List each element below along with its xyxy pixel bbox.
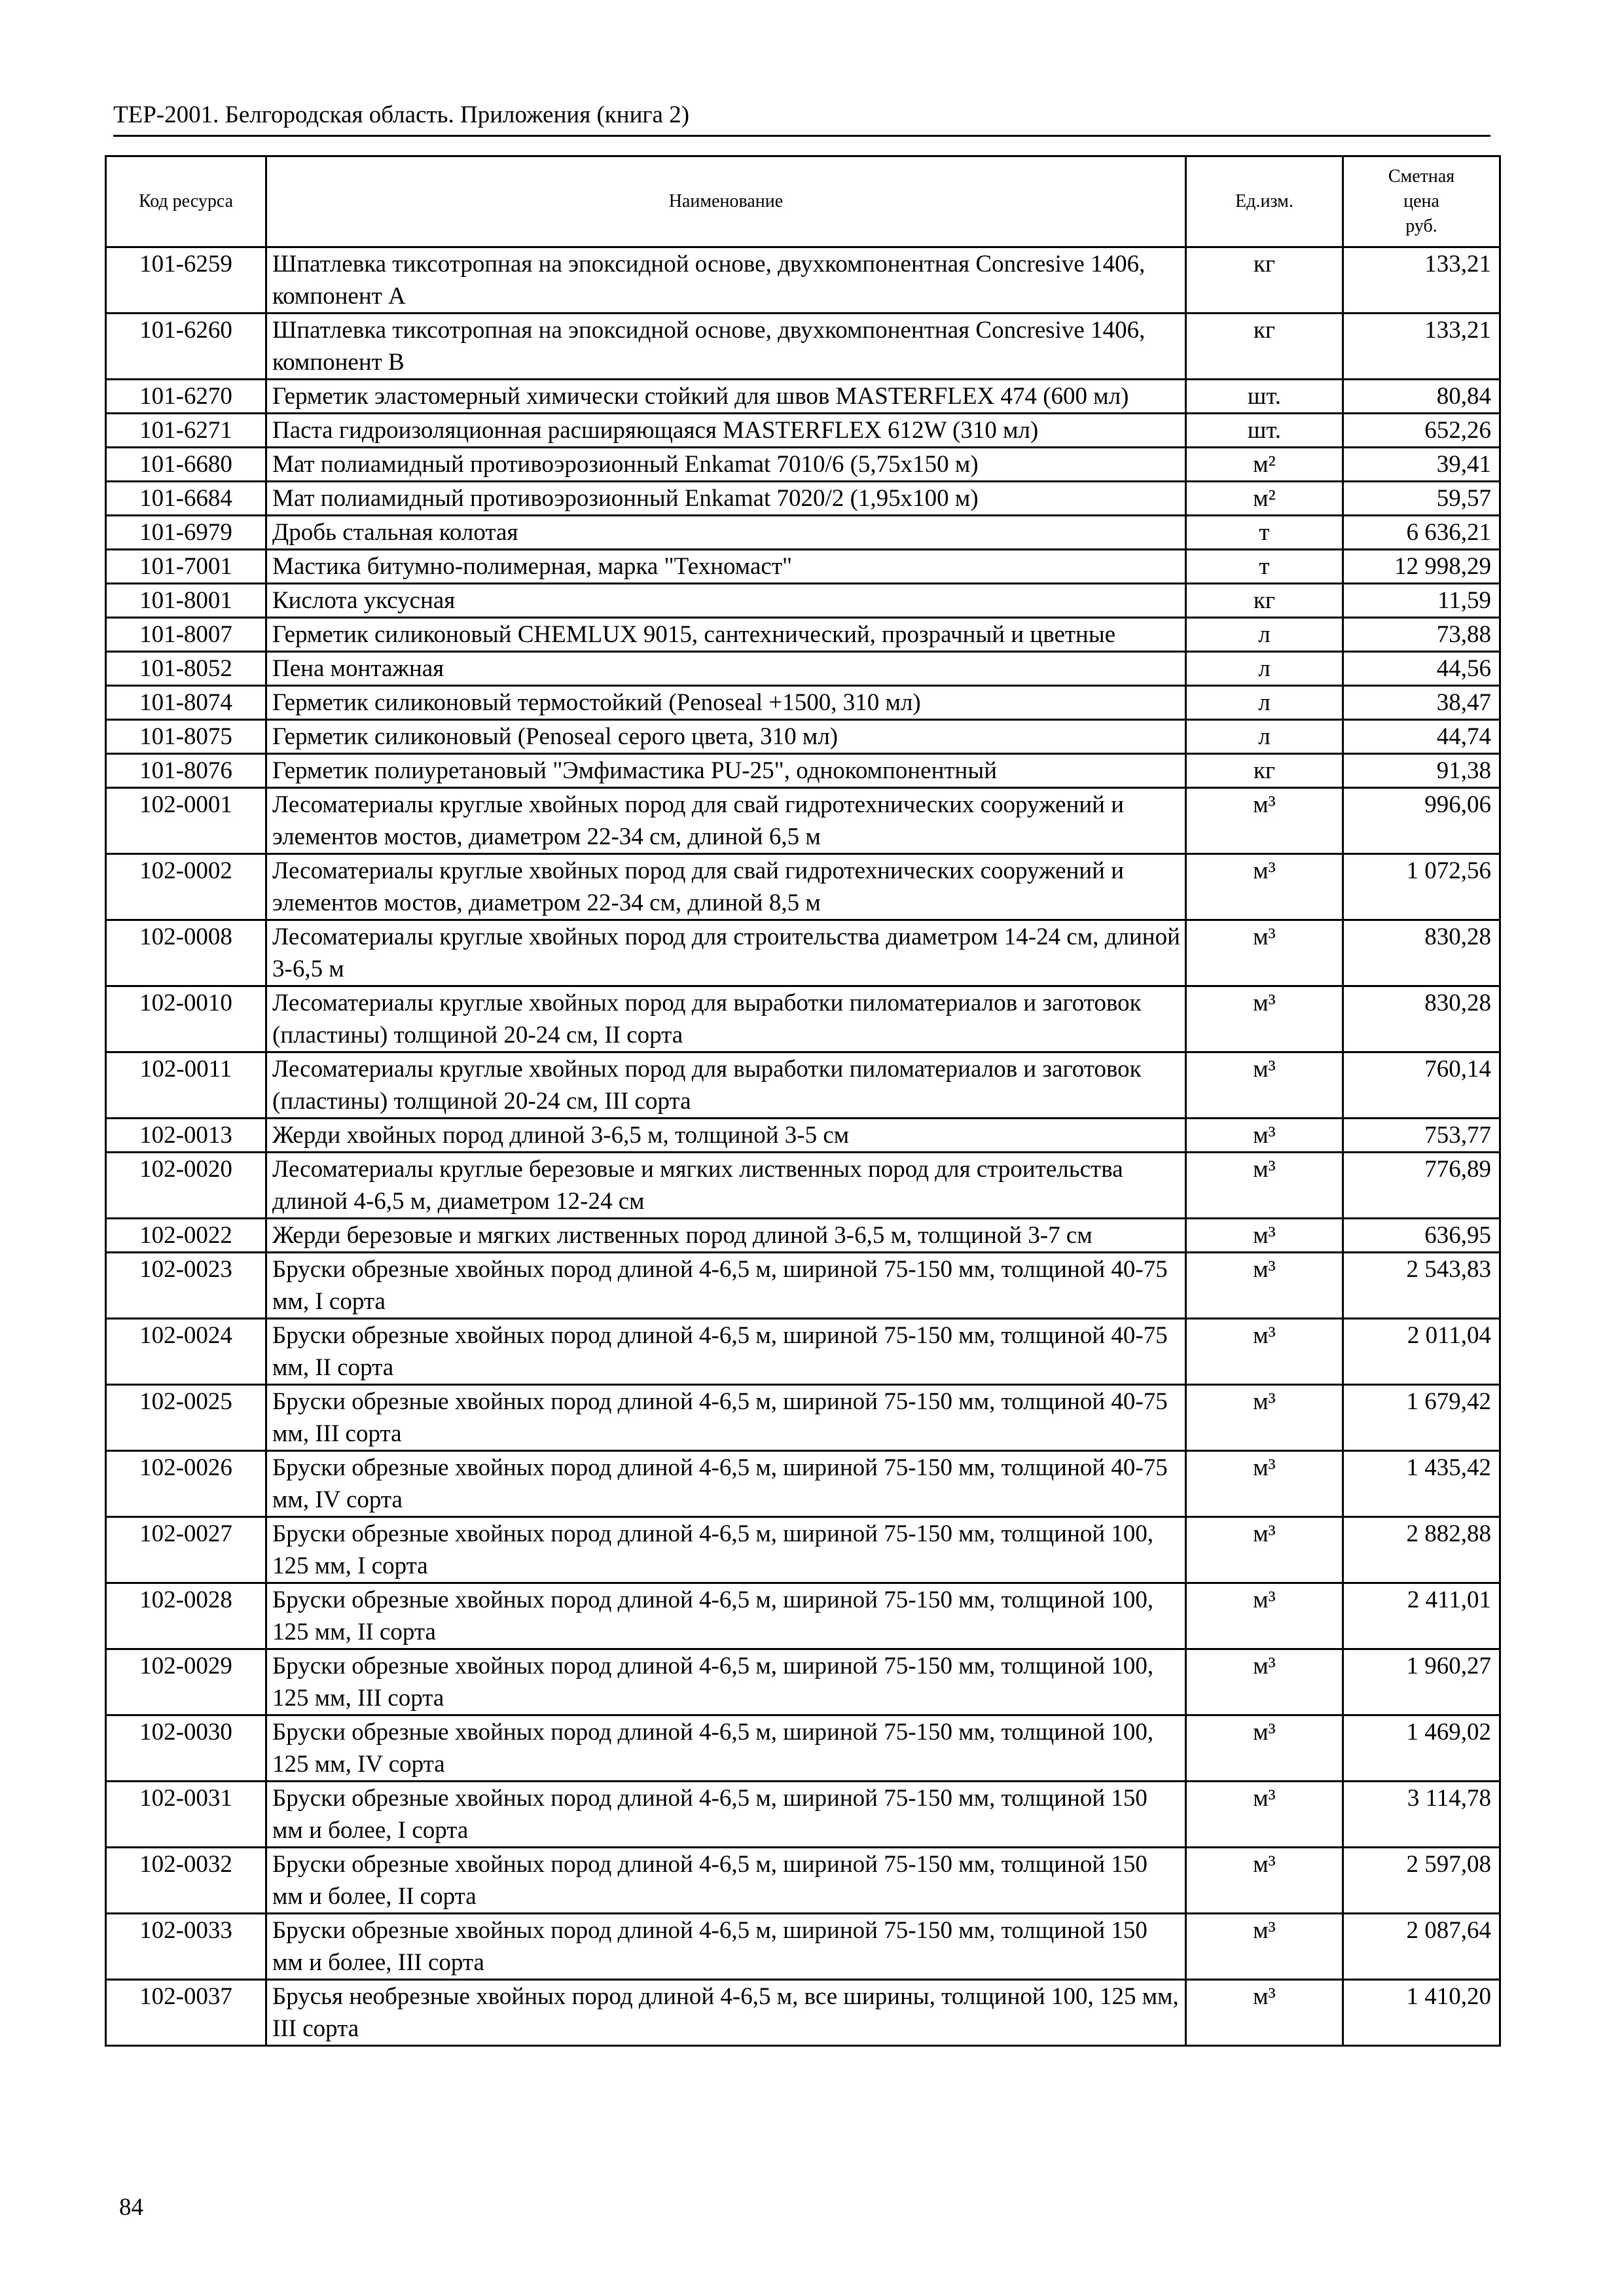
- cell-code: 101-7001: [106, 550, 266, 584]
- cell-code: 102-0020: [106, 1153, 266, 1219]
- cell-price: 1 072,56: [1343, 854, 1500, 920]
- table-row: [106, 986, 1500, 1052]
- cell-price: 59,57: [1343, 482, 1500, 516]
- cell-unit: м³: [1186, 1319, 1343, 1385]
- column-header-unit: Ед.изм.: [1186, 156, 1343, 247]
- cell-price: 2 411,01: [1343, 1583, 1500, 1649]
- cell-price: 776,89: [1343, 1153, 1500, 1219]
- table-row: [106, 1219, 1500, 1253]
- table-row: [106, 1715, 1500, 1782]
- cell-name: Бруски обрезные хвойных пород длиной 4-6,5 м, шириной 75-150 мм, толщиной 150 мм и более, I сорта: [266, 1782, 1186, 1848]
- cell-code: 102-0022: [106, 1219, 266, 1253]
- cell-name: Герметик эластомерный химически стойкий для швов MASTERFLEX 474 (600 мл): [266, 380, 1186, 414]
- table-row: [106, 584, 1500, 618]
- cell-code: 101-8001: [106, 584, 266, 618]
- cell-unit: л: [1186, 686, 1343, 720]
- cell-unit: м³: [1186, 1782, 1343, 1848]
- cell-unit: м³: [1186, 1980, 1343, 2046]
- cell-name: Бруски обрезные хвойных пород длиной 4-6,5 м, шириной 75-150 мм, толщиной 100, 125 мм, I сорта: [266, 1517, 1186, 1583]
- table-row: [106, 1119, 1500, 1153]
- cell-unit: кг: [1186, 754, 1343, 788]
- cell-code: 101-6680: [106, 448, 266, 482]
- cell-unit: м³: [1186, 1253, 1343, 1319]
- cell-name: Герметик силиконовый (Penoseal серого цвета, 310 мл): [266, 720, 1186, 754]
- cell-price: 133,21: [1343, 247, 1500, 314]
- table-row: [106, 414, 1500, 448]
- cell-name: Герметик полиуретановый "Эмфимастика PU-25", однокомпонентный: [266, 754, 1186, 788]
- cell-code: 102-0011: [106, 1052, 266, 1119]
- cell-code: 102-0028: [106, 1583, 266, 1649]
- cell-unit: м³: [1186, 1517, 1343, 1583]
- cell-name: Мат полиамидный противоэрозионный Enkamat 7020/2 (1,95х100 м): [266, 482, 1186, 516]
- cell-price: 11,59: [1343, 584, 1500, 618]
- table-body: [106, 247, 1500, 2046]
- cell-name: Паста гидроизоляционная расширяющаяся MASTERFLEX 612W (310 мл): [266, 414, 1186, 448]
- cell-name: Брусья необрезные хвойных пород длиной 4-6,5 м, все ширины, толщиной 100, 125 мм, III сорта: [266, 1980, 1186, 2046]
- cell-price: 1 410,20: [1343, 1980, 1500, 2046]
- table-row: [106, 652, 1500, 686]
- cell-code: 101-6979: [106, 516, 266, 550]
- cell-price: 39,41: [1343, 448, 1500, 482]
- cell-name: Бруски обрезные хвойных пород длиной 4-6,5 м, шириной 75-150 мм, толщиной 100, 125 мм, II сорта: [266, 1583, 1186, 1649]
- table-header-row: [106, 156, 1500, 247]
- cell-code: 102-0032: [106, 1848, 266, 1914]
- cell-unit: кг: [1186, 314, 1343, 380]
- table-row: [106, 1153, 1500, 1219]
- table-row: [106, 247, 1500, 314]
- cell-price: 2 087,64: [1343, 1914, 1500, 1980]
- cell-price: 652,26: [1343, 414, 1500, 448]
- cell-price: 2 882,88: [1343, 1517, 1500, 1583]
- cell-code: 101-8075: [106, 720, 266, 754]
- cell-price: 133,21: [1343, 314, 1500, 380]
- cell-price: 3 114,78: [1343, 1782, 1500, 1848]
- cell-unit: м³: [1186, 1583, 1343, 1649]
- table-row: [106, 550, 1500, 584]
- cell-code: 102-0025: [106, 1385, 266, 1451]
- table-row: [106, 1253, 1500, 1319]
- cell-unit: м³: [1186, 1715, 1343, 1782]
- cell-code: 102-0002: [106, 854, 266, 920]
- cell-unit: т: [1186, 516, 1343, 550]
- column-header-code: Код ресурса: [106, 156, 266, 247]
- cell-name: Дробь стальная колотая: [266, 516, 1186, 550]
- cell-unit: м³: [1186, 1153, 1343, 1219]
- cell-code: 101-8074: [106, 686, 266, 720]
- cell-name: Шпатлевка тиксотропная на эпоксидной основе, двухкомпонентная Concresive 1406, компонент В: [266, 314, 1186, 380]
- cell-price: 1 469,02: [1343, 1715, 1500, 1782]
- cell-name: Герметик силиконовый CHEMLUX 9015, сантехнический, прозрачный и цветные: [266, 618, 1186, 652]
- cell-code: 101-8007: [106, 618, 266, 652]
- cell-name: Бруски обрезные хвойных пород длиной 4-6,5 м, шириной 75-150 мм, толщиной 150 мм и более, III сорта: [266, 1914, 1186, 1980]
- cell-unit: м³: [1186, 788, 1343, 854]
- cell-name: Лесоматериалы круглые хвойных пород для выработки пиломатериалов и заготовок (пластины) толщиной 20-24 см, II сорта: [266, 986, 1186, 1052]
- cell-name: Лесоматериалы круглые хвойных пород для выработки пиломатериалов и заготовок (пластины) толщиной 20-24 см, III сорта: [266, 1052, 1186, 1119]
- cell-price: 44,56: [1343, 652, 1500, 686]
- cell-unit: м³: [1186, 1848, 1343, 1914]
- cell-name: Жерди хвойных пород длиной 3-6,5 м, толщиной 3-5 см: [266, 1119, 1186, 1153]
- cell-unit: м³: [1186, 1914, 1343, 1980]
- cell-price: 1 435,42: [1343, 1451, 1500, 1517]
- cell-unit: кг: [1186, 247, 1343, 314]
- table-row: [106, 1583, 1500, 1649]
- cell-unit: м³: [1186, 986, 1343, 1052]
- cell-unit: л: [1186, 618, 1343, 652]
- cell-price: 2 011,04: [1343, 1319, 1500, 1385]
- cell-unit: шт.: [1186, 380, 1343, 414]
- column-header-price: Сметная цена руб.: [1343, 156, 1500, 247]
- cell-price: 760,14: [1343, 1052, 1500, 1119]
- document-title: ТЕР-2001. Белгородская область. Приложения (книга 2): [113, 101, 690, 128]
- cell-unit: м²: [1186, 482, 1343, 516]
- cell-name: Шпатлевка тиксотропная на эпоксидной основе, двухкомпонентная Concresive 1406, компонент А: [266, 247, 1186, 314]
- cell-code: 102-0033: [106, 1914, 266, 1980]
- table-row: [106, 1451, 1500, 1517]
- cell-code: 102-0013: [106, 1119, 266, 1153]
- cell-code: 102-0030: [106, 1715, 266, 1782]
- cell-unit: л: [1186, 652, 1343, 686]
- table-row: [106, 754, 1500, 788]
- cell-unit: м³: [1186, 1119, 1343, 1153]
- cell-name: Пена монтажная: [266, 652, 1186, 686]
- cell-name: Бруски обрезные хвойных пород длиной 4-6,5 м, шириной 75-150 мм, толщиной 100, 125 мм, IV сорта: [266, 1715, 1186, 1782]
- cell-unit: шт.: [1186, 414, 1343, 448]
- cell-unit: м³: [1186, 854, 1343, 920]
- cell-code: 102-0029: [106, 1649, 266, 1715]
- cell-name: Бруски обрезные хвойных пород длиной 4-6,5 м, шириной 75-150 мм, толщиной 150 мм и более, II сорта: [266, 1848, 1186, 1914]
- table-row: [106, 1848, 1500, 1914]
- page-number: 84: [119, 2194, 143, 2221]
- cell-code: 102-0010: [106, 986, 266, 1052]
- cell-code: 102-0001: [106, 788, 266, 854]
- table-row: [106, 788, 1500, 854]
- column-header-name: Наименование: [266, 156, 1186, 247]
- cell-price: 830,28: [1343, 986, 1500, 1052]
- cell-code: 101-6270: [106, 380, 266, 414]
- cell-name: Лесоматериалы круглые березовые и мягких лиственных пород для строительства длиной 4-6,5 м, диаметром 12-24 см: [266, 1153, 1186, 1219]
- cell-code: 101-6684: [106, 482, 266, 516]
- cell-code: 101-6259: [106, 247, 266, 314]
- cell-name: Бруски обрезные хвойных пород длиной 4-6,5 м, шириной 75-150 мм, толщиной 40-75 мм, III сорта: [266, 1385, 1186, 1451]
- table-row: [106, 1517, 1500, 1583]
- cell-price: 636,95: [1343, 1219, 1500, 1253]
- table-row: [106, 1385, 1500, 1451]
- cell-price: 2 597,08: [1343, 1848, 1500, 1914]
- table-row: [106, 618, 1500, 652]
- cell-unit: м³: [1186, 1385, 1343, 1451]
- cell-code: 102-0026: [106, 1451, 266, 1517]
- cell-name: Лесоматериалы круглые хвойных пород для строительства диаметром 14-24 см, длиной 3-6,5 м: [266, 920, 1186, 986]
- cell-name: Герметик силиконовый термостойкий (Penoseal +1500, 310 мл): [266, 686, 1186, 720]
- cell-code: 102-0023: [106, 1253, 266, 1319]
- page-header: [113, 96, 1490, 137]
- cell-price: 73,88: [1343, 618, 1500, 652]
- cell-code: 101-6271: [106, 414, 266, 448]
- cell-price: 6 636,21: [1343, 516, 1500, 550]
- table-row: [106, 1649, 1500, 1715]
- cell-unit: м³: [1186, 1052, 1343, 1119]
- cell-code: 101-8052: [106, 652, 266, 686]
- cell-unit: м²: [1186, 448, 1343, 482]
- table-row: [106, 516, 1500, 550]
- table-row: [106, 1782, 1500, 1848]
- cell-name: Бруски обрезные хвойных пород длиной 4-6,5 м, шириной 75-150 мм, толщиной 100, 125 мм, III сорта: [266, 1649, 1186, 1715]
- table-row: [106, 1980, 1500, 2046]
- cell-code: 102-0024: [106, 1319, 266, 1385]
- cell-name: Жерди березовые и мягких лиственных пород длиной 3-6,5 м, толщиной 3-7 см: [266, 1219, 1186, 1253]
- cell-price: 753,77: [1343, 1119, 1500, 1153]
- cell-code: 102-0037: [106, 1980, 266, 2046]
- cell-code: 102-0031: [106, 1782, 266, 1848]
- cell-unit: кг: [1186, 584, 1343, 618]
- cell-price: 80,84: [1343, 380, 1500, 414]
- cell-code: 102-0008: [106, 920, 266, 986]
- cell-name: Бруски обрезные хвойных пород длиной 4-6,5 м, шириной 75-150 мм, толщиной 40-75 мм, IV сорта: [266, 1451, 1186, 1517]
- cell-unit: л: [1186, 720, 1343, 754]
- cell-code: 101-6260: [106, 314, 266, 380]
- cell-name: Лесоматериалы круглые хвойных пород для свай гидротехнических сооружений и элементов мостов, диаметром 22-34 см, длиной 8,5 м: [266, 854, 1186, 920]
- cell-price: 38,47: [1343, 686, 1500, 720]
- price-table: [105, 155, 1501, 2047]
- cell-code: 102-0027: [106, 1517, 266, 1583]
- cell-name: Лесоматериалы круглые хвойных пород для свай гидротехнических сооружений и элементов мостов, диаметром 22-34 см, длиной 6,5 м: [266, 788, 1186, 854]
- cell-price: 2 543,83: [1343, 1253, 1500, 1319]
- cell-unit: т: [1186, 550, 1343, 584]
- cell-unit: м³: [1186, 1451, 1343, 1517]
- table-row: [106, 854, 1500, 920]
- cell-name: Бруски обрезные хвойных пород длиной 4-6,5 м, шириной 75-150 мм, толщиной 40-75 мм, II сорта: [266, 1319, 1186, 1385]
- table-row: [106, 380, 1500, 414]
- table-row: [106, 1319, 1500, 1385]
- cell-name: Бруски обрезные хвойных пород длиной 4-6,5 м, шириной 75-150 мм, толщиной 40-75 мм, I сорта: [266, 1253, 1186, 1319]
- cell-price: 12 998,29: [1343, 550, 1500, 584]
- cell-price: 44,74: [1343, 720, 1500, 754]
- cell-unit: м³: [1186, 1219, 1343, 1253]
- table-row: [106, 920, 1500, 986]
- cell-name: Мат полиамидный противоэрозионный Enkamat 7010/6 (5,75х150 м): [266, 448, 1186, 482]
- table-row: [106, 720, 1500, 754]
- cell-price: 1 960,27: [1343, 1649, 1500, 1715]
- cell-name: Кислота уксусная: [266, 584, 1186, 618]
- table-row: [106, 1052, 1500, 1119]
- cell-name: Мастика битумно-полимерная, марка "Техномаст": [266, 550, 1186, 584]
- cell-price: 830,28: [1343, 920, 1500, 986]
- table-row: [106, 314, 1500, 380]
- table-row: [106, 1914, 1500, 1980]
- cell-price: 996,06: [1343, 788, 1500, 854]
- cell-unit: м³: [1186, 920, 1343, 986]
- cell-price: 1 679,42: [1343, 1385, 1500, 1451]
- table-row: [106, 448, 1500, 482]
- cell-unit: м³: [1186, 1649, 1343, 1715]
- table-row: [106, 686, 1500, 720]
- table-row: [106, 482, 1500, 516]
- cell-code: 101-8076: [106, 754, 266, 788]
- cell-price: 91,38: [1343, 754, 1500, 788]
